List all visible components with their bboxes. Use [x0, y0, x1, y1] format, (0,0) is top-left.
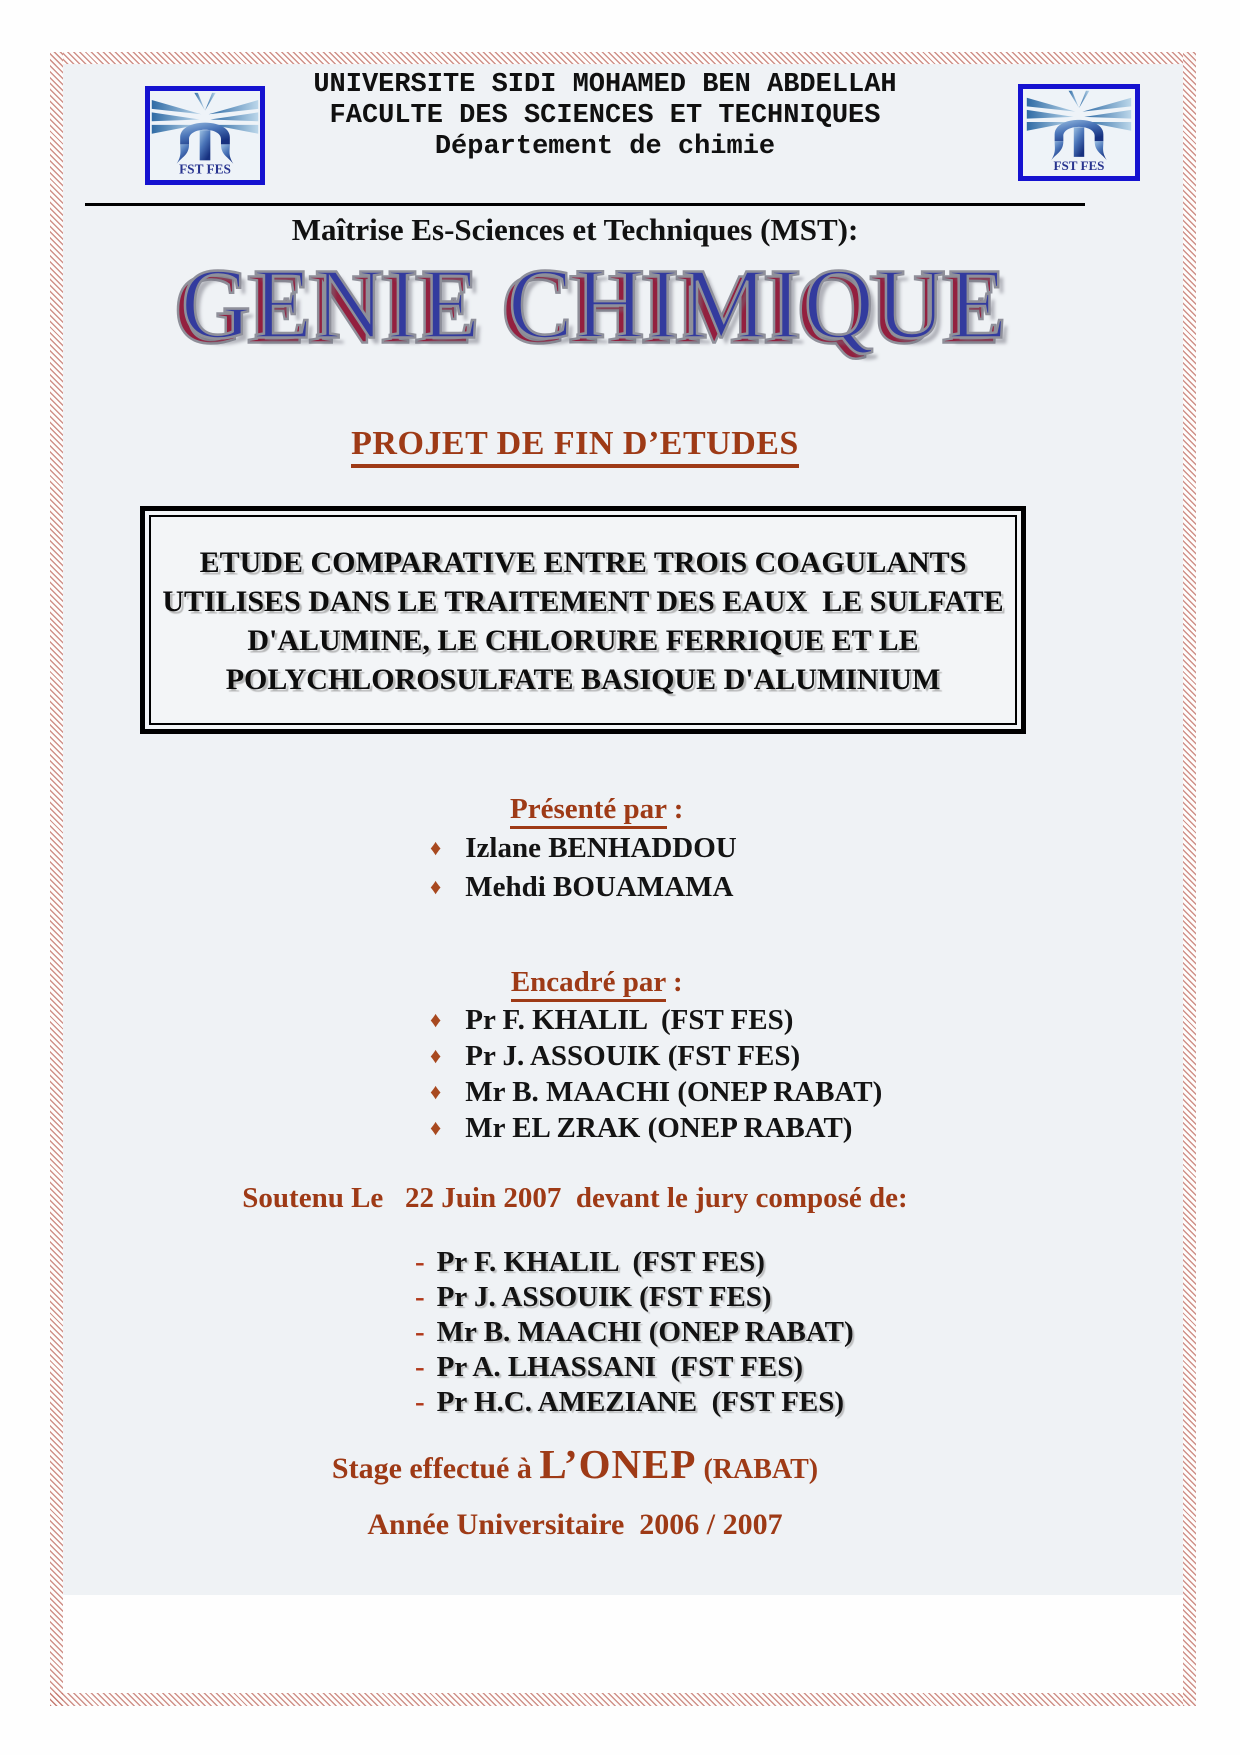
dash-bullet: -: [415, 1316, 425, 1348]
fst-fes-logo-right: [1018, 84, 1140, 181]
fst-emblem-icon: [1023, 89, 1135, 176]
faculty-name: FACULTE DES SCIENCES ET TECHNIQUES: [329, 101, 881, 131]
supervisor-name: Pr F. KHALIL (FST FES): [465, 1004, 794, 1036]
presented-by-label: Présenté par: [510, 793, 667, 829]
logo-caption-text: FST FES: [1053, 157, 1105, 173]
list-item: [430, 832, 737, 871]
jury-member: Mr B. MAACHI (ONEP RABAT): [436, 1316, 854, 1348]
list-item: [430, 1112, 882, 1148]
thesis-title-line: D'ALUMINE, LE CHLORURE FERRIQUE ET LE: [247, 624, 919, 657]
fst-emblem-icon: [150, 91, 260, 180]
list-item: [430, 871, 737, 910]
thesis-title-inner-frame: [149, 515, 1017, 725]
list-item: [415, 1316, 854, 1351]
diamond-bullet-icon: ♦: [430, 1007, 442, 1032]
list-item: [430, 1004, 882, 1040]
header-divider-line: [85, 203, 1085, 206]
internship-location: (RABAT): [696, 1454, 819, 1485]
diamond-bullet-icon: ♦: [430, 1115, 442, 1140]
jury-member: Pr A. LHASSANI (FST FES): [436, 1351, 804, 1383]
project-heading-row: [140, 425, 1010, 463]
jury-member: Pr H.C. AMEZIANE (FST FES): [436, 1386, 845, 1418]
supervised-by-colon: :: [665, 966, 683, 998]
supervisors-list: [430, 1004, 882, 1148]
supervisor-name: Pr J. ASSOUIK (FST FES): [465, 1040, 801, 1072]
diamond-bullet-icon: ♦: [430, 835, 442, 860]
thesis-title-line: POLYCHLOROSULFATE BASIQUE D'ALUMINIUM: [225, 663, 941, 696]
dash-bullet: -: [415, 1351, 425, 1383]
student-name: Izlane BENHADDOU: [465, 832, 737, 864]
university-name: UNIVERSITE SIDI MOHAMED BEN ABDELLAH: [313, 70, 897, 100]
thesis-title-line: ETUDE COMPARATIVE ENTRE TROIS COAGULANTS: [199, 546, 967, 579]
department-name: Département de chimie: [434, 132, 776, 162]
supervisor-name: Mr EL ZRAK (ONEP RABAT): [465, 1112, 853, 1144]
program-title-wordart: GENIE CHIMIQUE GENIE CHIMIQUE: [181, 248, 1009, 361]
dash-bullet: -: [415, 1246, 425, 1278]
diamond-bullet-icon: ♦: [430, 874, 442, 899]
student-name: Mehdi BOUAMAMA: [465, 871, 734, 903]
list-item: [430, 1040, 882, 1076]
list-item: [430, 1076, 882, 1112]
presented-by-colon: :: [666, 793, 684, 825]
defense-date-line: Soutenu Le 22 Juin 2007 devant le jury composé de:: [242, 1182, 908, 1214]
thesis-title-box: [140, 506, 1026, 734]
logo-caption-text: FST FES: [179, 161, 231, 177]
project-heading: PROJET DE FIN D’ETUDES: [351, 425, 799, 468]
jury-member: Pr J. ASSOUIK (FST FES): [436, 1281, 772, 1313]
supervised-by-label: Encadré par: [511, 966, 666, 1002]
internship-line: [140, 1440, 1010, 1488]
list-item: [415, 1386, 854, 1421]
list-item: [415, 1246, 854, 1281]
list-item: [415, 1351, 854, 1386]
degree-line: Maîtrise Es-Sciences et Techniques (MST):: [291, 212, 859, 247]
thesis-title-line: UTILISES DANS LE TRAITEMENT DES EAUX LE SULFATE: [162, 585, 1004, 618]
diamond-bullet-icon: ♦: [430, 1079, 442, 1104]
fst-fes-logo-left: [145, 86, 265, 185]
jury-member: Pr F. KHALIL (FST FES): [436, 1246, 765, 1278]
students-list: [430, 832, 737, 910]
dash-bullet: -: [415, 1281, 425, 1313]
academic-year-line: Année Universitaire 2006 / 2007: [367, 1508, 783, 1541]
internship-organization: L’ONEP: [539, 1441, 697, 1487]
jury-list: [415, 1246, 854, 1421]
institution-header: [255, 70, 955, 163]
diamond-bullet-icon: ♦: [430, 1043, 442, 1068]
internship-prefix: Stage effectué à: [331, 1452, 540, 1485]
program-title-row: [160, 247, 1030, 360]
list-item: [415, 1281, 854, 1316]
supervisor-name: Mr B. MAACHI (ONEP RABAT): [465, 1076, 883, 1108]
dash-bullet: -: [415, 1386, 425, 1418]
